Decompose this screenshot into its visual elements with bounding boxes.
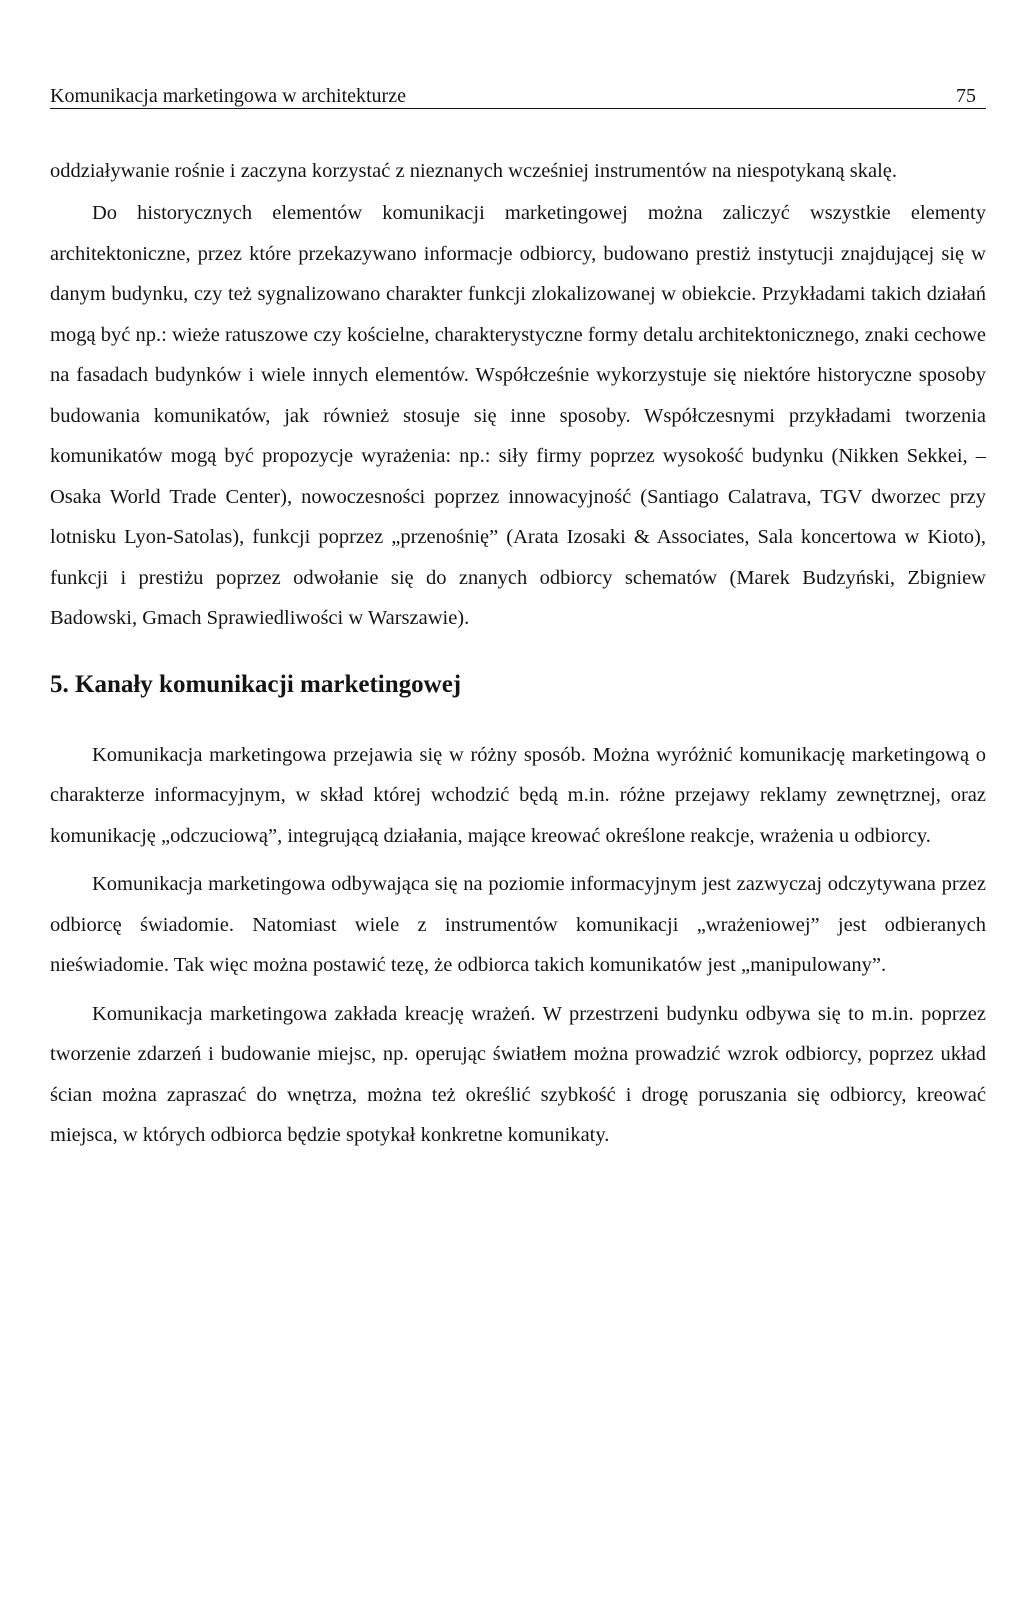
paragraph-informational-level: Komunikacja marketingowa odbywająca się na poziomie informacyjnym jest zazwyczaj odczytywana przez odbiorcę świadomie. Natomiast wiele z instrumentów komunikacji „wrażeniowej” jest odbieranych nieświadomie. Tak więc można postawić tezę, że odbiorca takich komunikatów jest „manipulowany”. xyxy=(50,873,986,976)
paragraph-continuation: oddziaływanie rośnie i zaczyna korzystać z nieznanych wcześniej instrumentów na niespotykaną skalę. xyxy=(50,160,898,182)
paragraph-channels-intro: Komunikacja marketingowa przejawia się w różny sposób. Można wyróżnić komunikację marketingową o charakterze informacyjnym, w skład której wchodzić będą m.in. różne przejawy reklamy zewnętrznej, oraz komunikację „odczuciową”, integrującą działania, mające kreować określone reakcje, wrażenia u odbiorcy. xyxy=(50,743,986,847)
running-header-title: Komunikacja marketingowa w architekturze xyxy=(50,85,406,107)
page-number: 75 xyxy=(956,85,976,107)
paragraph-historical-elements: Do historycznych elementów komunikacji marketingowej można zaliczyć wszystkie elementy architektoniczne, przez które przekazywano informacje odbiorcy, budowano prestiż instytucji znajdującej się w danym budynku, czy też sygnalizowano charakter funkcji zlokalizowanej w obiekcie. Przykładami takich działań mogą być np.: wieże ratuszowe czy kościelne, charakterystyczne formy detalu architektonicznego, znaki cechowe na fasadach budynków i wiele innych elementów. Współcześnie wykorzystuje się niektóre historyczne sposoby budowania komunikatów, jak również stosuje się inne sposoby. Współczesnymi przykładami tworzenia komunikatów mogą być propozycje wyrażenia: np.: siły firmy poprzez wysokość budynku (Nikken Sekkei, – Osaka World Trade Center), nowoczesności poprzez innowacyjność (Santiago Calatrava, TGV dworzec przy lotnisku Lyon-Satolas), funkcji poprzez „przenośnię” (Arata Izosaki & Associates, Sala koncertowa w Kioto), funkcji i prestiżu poprzez odwołanie się do znanych odbiorcy schematów (Marek Budzyński, Zbigniew Badowski, Gmach Sprawiedliwości w Warszawie). xyxy=(50,202,986,629)
body-text xyxy=(50,150,986,1156)
section-heading: 5. Kanały komunikacji marketingowej xyxy=(50,670,462,698)
running-header xyxy=(50,80,986,109)
paragraph-impression-creation: Komunikacja marketingowa zakłada kreację wrażeń. W przestrzeni budynku odbywa się to m.in. poprzez tworzenie zdarzeń i budowanie miejsc, np. operując światłem można prowadzić wzrok odbiorcy, poprzez układ ścian można zapraszać do wnętrza, można też określić szybkość i drogę poruszania się odbiorcy, kreować miejsca, w których odbiorca będzie spotykał konkretne komunikaty. xyxy=(50,1002,986,1146)
